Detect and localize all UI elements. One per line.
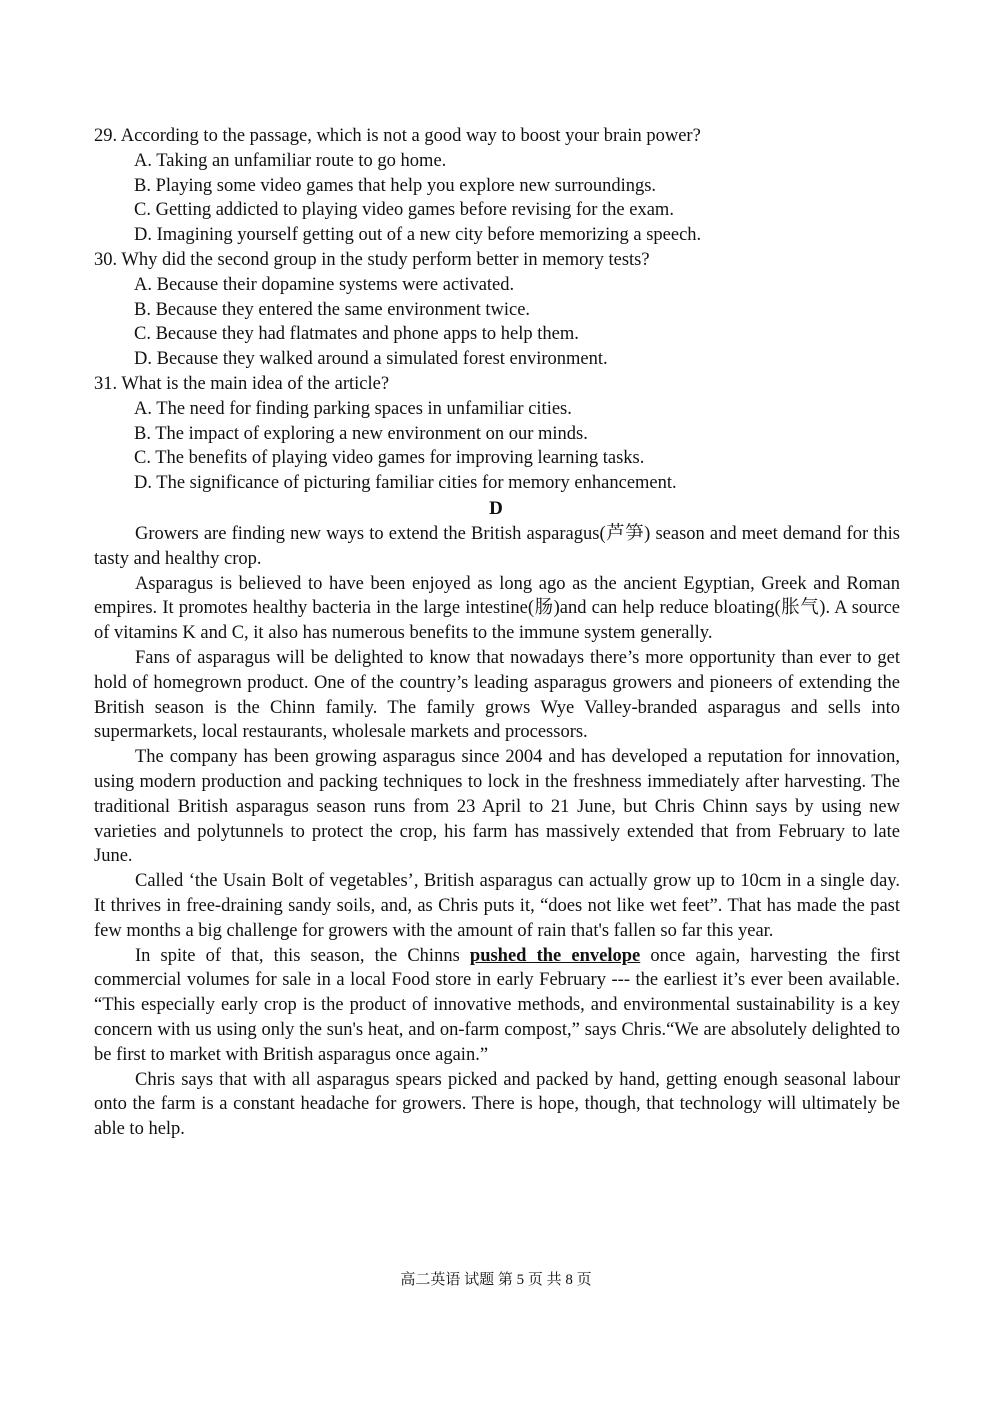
page-footer: 高二英语 试题 第 5 页 共 8 页 (400, 1272, 592, 1288)
question-stem: 29. According to the passage, which is not a good way to boost your brain power? (94, 126, 701, 146)
option-b: B. Playing some video games that help you explore new surroundings. (134, 175, 657, 196)
paragraph-1: Growers are finding new ways to extend the British asparagus(芦笋) season and meet demand for this tasty and healthy crop. (94, 524, 900, 569)
option-c: C. The benefits of playing video games for improving learning tasks. (134, 448, 645, 469)
option-a: A. Taking an unfamiliar route to go home. (134, 150, 447, 171)
paragraph-2: Asparagus is believed to have been enjoyed as long ago as the ancient Egyptian, Greek and Roman empires. It promotes healthy bacteria in the large intestine(肠)and can help reduce bloating(胀气). A source of vitamins K and C, it also has numerous benefits to the immune system generally. (94, 573, 900, 644)
paragraph-6 (94, 944, 900, 1068)
option-b: B. Because they entered the same environment twice. (134, 299, 531, 320)
question-stem: 30. Why did the second group in the study perform better in memory tests? (94, 249, 650, 270)
reading-passage (94, 522, 900, 1142)
question-30 (94, 248, 900, 372)
paragraph-6-start: In spite of that, this season, the Chinns (135, 945, 470, 966)
paragraph-4: The company has been growing asparagus since 2004 and has developed a reputation for innovation, using modern production and packing techniques to lock in the freshness immediately after harvesting. The traditional British asparagus season runs from 23 April to 21 June, but Chris Chinn says by using new varieties and polytunnels to protect the crop, his farm has massively extended that from February to late June. (94, 747, 900, 867)
option-d: D. The significance of picturing familiar cities for memory enhancement. (134, 473, 677, 494)
highlighted-phrase: pushed the envelope (469, 945, 641, 966)
paragraph-5: Called ‘the Usain Bolt of vegetables’, British asparagus can actually grow up to 10cm in a single day. It thrives in free-draining sandy soils, and, as Chris puts it, “does not like wet feet”. That has made the past few months a big challenge for growers with the amount of rain that's fallen so far this year. (94, 871, 900, 941)
question-stem: 31. What is the main idea of the article? (94, 373, 390, 394)
question-31 (94, 372, 900, 496)
option-d: D. Because they walked around a simulated forest environment. (134, 349, 608, 370)
paragraph-7: Chris says that with all asparagus spears picked and packed by hand, getting enough seasonal labour onto the farm is a constant headache for growers. There is hope, though, that technology will ultimately be able to help. (94, 1069, 900, 1140)
option-c: C. Getting addicted to playing video games before revising for the exam. (134, 200, 674, 221)
question-list (94, 124, 900, 496)
paragraph-3: Fans of asparagus will be delighted to know that nowadays there’s more opportunity than ever to get hold of homegrown product. One of the country’s leading asparagus growers and pioneers of extending the British season is the Chinn family. The family grows Wye Valley-branded asparagus and sells into supermarkets, local restaurants, wholesale markets and processors. (94, 647, 900, 743)
question-29 (94, 124, 900, 248)
option-c: C. Because they had flatmates and phone apps to help them. (134, 324, 579, 345)
option-a: A. Because their dopamine systems were activated. (134, 274, 515, 295)
section-heading: D (489, 498, 503, 519)
paragraph-6-end: once again, harvesting the first commercial volumes for sale in a local Food store in early February --- the earliest it’s ever been available. “This especially early crop is the product of innovative methods, and environmental sustainability is a key concern with us using only the sun's heat, and on-farm compost,” says Chris.“We are absolutely delighted to be first to market with British asparagus once again.” (94, 945, 901, 1065)
option-a: A. The need for finding parking spaces in unfamiliar cities. (134, 398, 572, 419)
option-d: D. Imagining yourself getting out of a new city before memorizing a speech. (134, 225, 702, 246)
option-b: B. The impact of exploring a new environment on our minds. (134, 423, 588, 444)
